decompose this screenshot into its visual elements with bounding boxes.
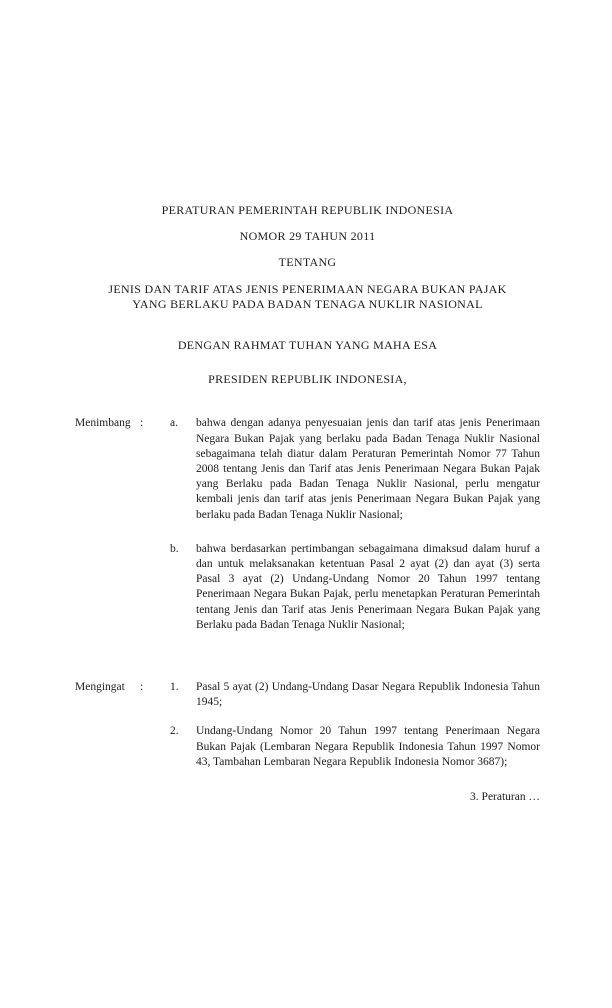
heading-regulation-title: PERATURAN PEMERINTAH REPUBLIK INDONESIA xyxy=(161,203,454,217)
mengingat-section xyxy=(75,680,540,770)
item-text: bahwa dengan adanya penyesuaian jenis dan tarif atas jenis Penerimaan Negara Bukan Pajak yang berlaku pada Badan Tenaga Nuklir Nasional sebagaimana telah diatur dalam Peraturan Pemerintah Nomor 77 Tahun 2008 tentang Jenis dan Tarif atas Jenis Penerimaan Negara Bukan Pajak yang Berlaku pada Badan Tenaga Nuklir Nasional, perlu mengatur kembali jenis dan tarif atas jenis Penerimaan Negara Bukan Pajak yang berlaku pada Badan Tenaga Nuklir Nasional; xyxy=(196,417,540,521)
list-item xyxy=(170,680,540,710)
menimbang-label: Menimbang xyxy=(75,417,131,430)
item-marker: 1. xyxy=(170,681,179,694)
page-catchword: 3. Peraturan … xyxy=(470,791,540,804)
mengingat-items xyxy=(170,680,540,770)
heading-authority: PRESIDEN REPUBLIK INDONESIA, xyxy=(208,372,407,387)
list-item xyxy=(170,416,540,522)
document-content xyxy=(75,0,540,805)
heading-subject-line-1: JENIS DAN TARIF ATAS JENIS PENERIMAAN NEGARA BUKAN PAJAK xyxy=(108,281,507,296)
item-marker: 2. xyxy=(170,725,179,738)
heading-subject-line-2: YANG BERLAKU PADA BADAN TENAGA NUKLIR NASIONAL xyxy=(132,296,483,311)
list-item xyxy=(170,724,540,770)
item-text: bahwa berdasarkan pertimbangan sebagaimana dimaksud dalam huruf a dan untuk melaksanakan ketentuan Pasal 2 ayat (2) dan ayat (3) serta Pasal 3 ayat (2) Undang-Undang Nomor 20 Tahun 1997 tentang Penerimaan Negara Bukan Pajak, perlu menetapkan Peraturan Pemerintah tentang Jenis dan Tarif atas Jenis Penerimaan Negara Bukan Pajak yang Berlaku pada Badan Tenaga Nuklir Nasional; xyxy=(196,542,540,631)
heading-tentang: TENTANG xyxy=(278,255,337,270)
list-item xyxy=(170,542,540,633)
document-heading xyxy=(75,203,540,387)
menimbang-items xyxy=(170,416,540,633)
mengingat-colon: : xyxy=(140,681,144,694)
item-marker: b. xyxy=(170,542,179,555)
item-marker: a. xyxy=(170,417,178,430)
item-text: Pasal 5 ayat (2) Undang-Undang Dasar Negara Republik Indonesia Tahun 1945; xyxy=(196,681,540,709)
item-text: Undang-Undang Nomor 20 Tahun 1997 tentang Penerimaan Negara Bukan Pajak (Lembaran Negara Republik Indonesia Tahun 1997 Nomor 43, Tambahan Lembaran Negara Republik Indonesia Nomor 3687); xyxy=(196,725,540,768)
menimbang-section xyxy=(75,416,540,633)
heading-regulation-number: NOMOR 29 TAHUN 2011 xyxy=(239,229,376,244)
menimbang-colon: : xyxy=(140,417,144,430)
heading-invocation: DENGAN RAHMAT TUHAN YANG MAHA ESA xyxy=(177,338,438,353)
mengingat-label: Mengingat xyxy=(75,681,125,694)
